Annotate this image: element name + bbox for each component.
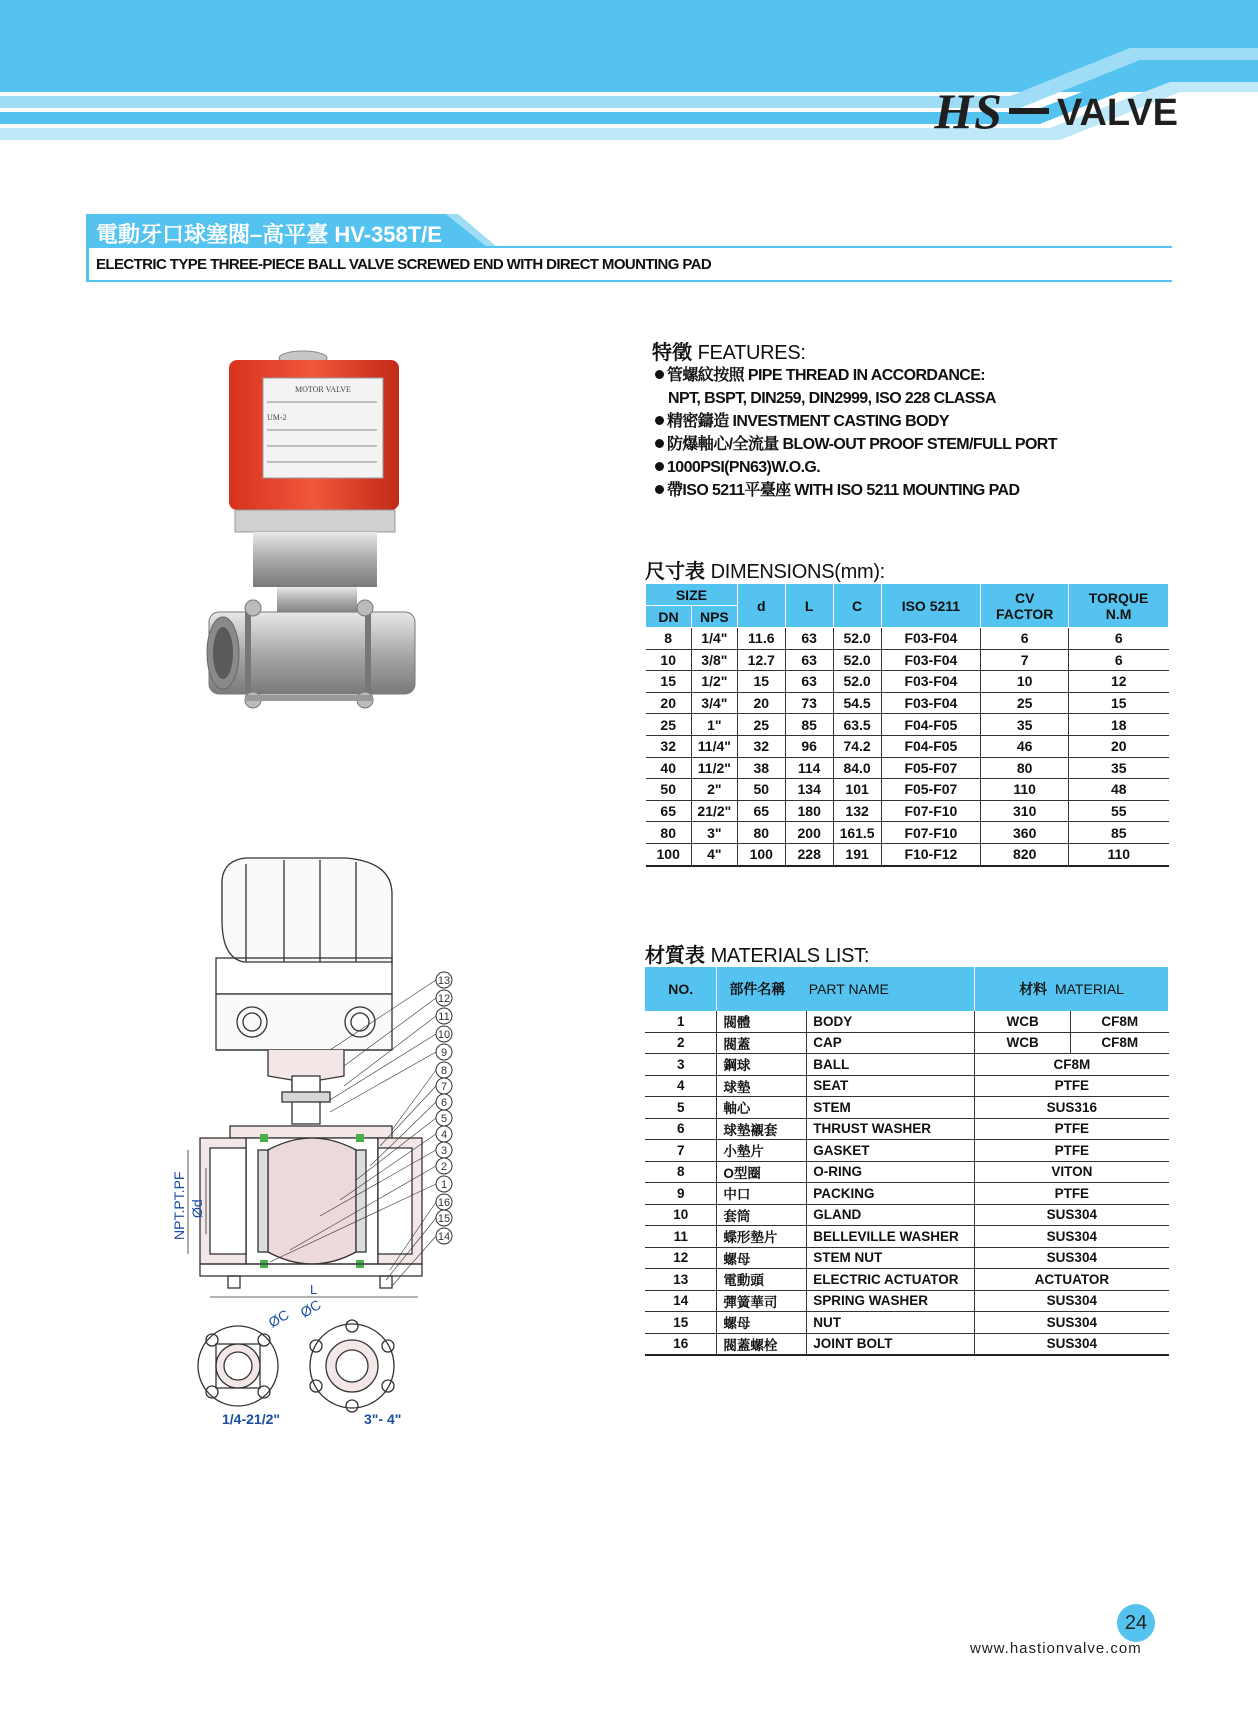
dimension-cell: 200 (785, 822, 833, 844)
material-cell: 3 (645, 1054, 717, 1076)
balloon-number: 14 (437, 1231, 451, 1243)
dimension-cell: 40 (646, 757, 692, 779)
material-cell: PTFE (975, 1118, 1169, 1140)
dimension-cell: 63.5 (833, 714, 881, 736)
dimensions-heading (645, 555, 885, 584)
material-cell: 16 (645, 1333, 717, 1355)
material-cell: 6 (645, 1118, 717, 1140)
dimension-cell: F04-F05 (881, 714, 981, 736)
material-row (645, 1118, 1169, 1140)
dimension-cell: 48 (1069, 779, 1169, 801)
dimensions-heading-cn: 尺寸表 (645, 561, 705, 583)
material-cell: JOINT BOLT (807, 1333, 975, 1355)
logo-dash (1009, 108, 1049, 114)
dimension-cell: 25 (737, 714, 785, 736)
dimension-cell: 2" (691, 779, 737, 801)
dimension-cell: 63 (785, 649, 833, 671)
col-material: 材料 MATERIAL (975, 967, 1169, 1011)
features-list (655, 364, 1057, 502)
feature-item-continuation: NPT, BSPT, DIN259, DIN2999, ISO 228 CLASSA (668, 390, 996, 407)
balloon-number: 1 (440, 1179, 448, 1191)
material-cell: SUS316 (975, 1097, 1169, 1119)
material-cell: CF8M (975, 1054, 1169, 1076)
material-row (645, 1269, 1169, 1291)
dimension-row (646, 757, 1169, 779)
dim-L-label: L (310, 1282, 318, 1297)
dimension-cell: 15 (646, 671, 692, 693)
material-cell: 閥蓋螺栓 (717, 1333, 807, 1355)
material-cell: BALL (807, 1054, 975, 1076)
dimension-cell: 6 (1069, 649, 1169, 671)
dimension-cell: 35 (981, 714, 1069, 736)
dimension-cell: 21/2" (691, 800, 737, 822)
material-cell: STEM (807, 1097, 975, 1119)
material-cell: SEAT (807, 1075, 975, 1097)
dimension-cell: 360 (981, 822, 1069, 844)
material-row (645, 1226, 1169, 1248)
balloon-number: 15 (437, 1213, 451, 1225)
feature-item: 1000PSI(PN63)W.O.G. (655, 456, 1057, 479)
dim-thread-label: NPT.PT.PF (171, 1171, 187, 1240)
dim-C2-label: ØC (297, 1296, 324, 1321)
size-large-label: 3"- 4" (364, 1411, 402, 1427)
dimension-cell: 54.5 (833, 692, 881, 714)
materials-heading-cn: 材質表 (645, 945, 705, 967)
balloon-number: 16 (437, 1197, 451, 1209)
material-cell: 彈簧華司 (717, 1290, 807, 1312)
material-cell: BELLEVILLE WASHER (807, 1226, 975, 1248)
dimension-cell: 12.7 (737, 649, 785, 671)
dimension-row (646, 628, 1169, 650)
material-cell: CF8M (1071, 1011, 1169, 1032)
col-L: L (785, 584, 833, 628)
dimension-cell: 25 (646, 714, 692, 736)
material-cell: 小墊片 (717, 1140, 807, 1162)
balloon-number: 10 (437, 1029, 451, 1041)
balloon-number: 12 (437, 993, 451, 1005)
dimension-cell: 52.0 (833, 671, 881, 693)
dimension-cell: F07-F10 (881, 800, 981, 822)
balloon-leader (392, 1070, 436, 1130)
balloon-number: 7 (440, 1081, 448, 1093)
material-cell: SUS304 (975, 1290, 1169, 1312)
col-C: C (833, 584, 881, 628)
material-row (645, 1054, 1169, 1076)
material-cell: O型圈 (717, 1161, 807, 1183)
material-cell: WCB (975, 1011, 1071, 1032)
title-english: ELECTRIC TYPE THREE-PIECE BALL VALVE SCREWED END WITH DIRECT MOUNTING PAD (96, 256, 712, 273)
material-cell: SUS304 (975, 1226, 1169, 1248)
website-link[interactable]: www.hastionvalve.com (970, 1640, 1142, 1657)
dimension-cell: 11/2" (691, 757, 737, 779)
feature-item: 精密鑄造 INVESTMENT CASTING BODY (655, 410, 1057, 433)
dimension-cell: 63 (785, 628, 833, 650)
material-cell: 5 (645, 1097, 717, 1119)
dimension-cell: 50 (737, 779, 785, 801)
dimension-cell: F04-F05 (881, 735, 981, 757)
balloon-number: 11 (438, 1011, 450, 1023)
dimension-cell: 38 (737, 757, 785, 779)
dimension-cell: 73 (785, 692, 833, 714)
material-cell: 套筒 (717, 1204, 807, 1226)
materials-table (645, 967, 1169, 1356)
dimension-cell: 110 (981, 779, 1069, 801)
dimension-cell: 35 (1069, 757, 1169, 779)
features-heading (652, 336, 806, 365)
dimension-cell: 3" (691, 822, 737, 844)
balloon-number: 2 (440, 1161, 448, 1173)
material-row (645, 1075, 1169, 1097)
material-cell: 鋼球 (717, 1054, 807, 1076)
dimension-row (646, 692, 1169, 714)
material-cell: 閥體 (717, 1011, 807, 1032)
dimension-cell: 134 (785, 779, 833, 801)
dimension-cell: 10 (981, 671, 1069, 693)
material-row (645, 1097, 1169, 1119)
dimension-row (646, 671, 1169, 693)
dimension-cell: 114 (785, 757, 833, 779)
dimension-row (646, 714, 1169, 736)
dimension-cell: 100 (646, 843, 692, 865)
material-cell: 中口 (717, 1183, 807, 1205)
balloon-number: 4 (440, 1129, 448, 1141)
dimension-cell: 84.0 (833, 757, 881, 779)
material-cell: 4 (645, 1075, 717, 1097)
feature-item: 帶ISO 5211平臺座 WITH ISO 5211 MOUNTING PAD (655, 479, 1057, 502)
page-number: 24 (1117, 1604, 1155, 1642)
material-cell: 電動頭 (717, 1269, 807, 1291)
material-row (645, 1333, 1169, 1355)
dimension-cell: 32 (737, 735, 785, 757)
material-row (645, 1032, 1169, 1054)
dimension-cell: 1/4" (691, 628, 737, 650)
dimension-cell: 85 (1069, 822, 1169, 844)
material-cell: 10 (645, 1204, 717, 1226)
material-cell: 14 (645, 1290, 717, 1312)
materials-heading (645, 939, 869, 968)
dimension-cell: 80 (646, 822, 692, 844)
dimension-cell: 10 (646, 649, 692, 671)
photo-label-model: UM-2 (267, 413, 287, 422)
technical-drawing (171, 850, 470, 1430)
logo-hs: HS (934, 83, 1003, 139)
balloon-number: 9 (440, 1047, 448, 1059)
dimension-cell: F03-F04 (881, 649, 981, 671)
features-heading-en: FEATURES: (697, 342, 806, 364)
material-cell: CF8M (1071, 1032, 1169, 1054)
dimension-cell: 74.2 (833, 735, 881, 757)
dimension-cell: 100 (737, 843, 785, 865)
material-cell: 11 (645, 1226, 717, 1248)
dimension-cell: 18 (1069, 714, 1169, 736)
dimension-cell: F07-F10 (881, 822, 981, 844)
balloon-number: 6 (440, 1097, 448, 1109)
product-photo (205, 350, 425, 750)
material-cell: VITON (975, 1161, 1169, 1183)
dimension-cell: 6 (981, 628, 1069, 650)
dimension-cell: 11.6 (737, 628, 785, 650)
material-row (645, 1247, 1169, 1269)
material-cell: SUS304 (975, 1204, 1169, 1226)
col-part: 部件名稱 PART NAME (717, 967, 975, 1011)
brand-logo (934, 66, 1178, 139)
material-cell: NUT (807, 1312, 975, 1334)
col-torque: TORQUE N.M (1069, 584, 1169, 628)
dimension-cell: F03-F04 (881, 671, 981, 693)
dimension-cell: 8 (646, 628, 692, 650)
dimensions-heading-en: DIMENSIONS(mm): (710, 561, 885, 583)
material-cell: 9 (645, 1183, 717, 1205)
dimension-cell: 11/4" (691, 735, 737, 757)
col-no: NO. (645, 967, 717, 1011)
balloon-number: 13 (437, 975, 451, 987)
material-row (645, 1204, 1169, 1226)
balloon-leader (380, 1086, 436, 1146)
material-cell: GASKET (807, 1140, 975, 1162)
material-cell: ELECTRIC ACTUATOR (807, 1269, 975, 1291)
dimension-cell: 6 (1069, 628, 1169, 650)
features-heading-cn: 特徵 (652, 342, 692, 364)
balloon-number: 5 (440, 1113, 448, 1125)
dimension-cell: 101 (833, 779, 881, 801)
dimension-cell: 50 (646, 779, 692, 801)
material-cell: PTFE (975, 1140, 1169, 1162)
dimension-cell: 80 (981, 757, 1069, 779)
material-cell: SUS304 (975, 1247, 1169, 1269)
material-cell: 螺母 (717, 1247, 807, 1269)
dimension-cell: 63 (785, 671, 833, 693)
material-cell: 螺母 (717, 1312, 807, 1334)
dimension-cell: 52.0 (833, 649, 881, 671)
material-cell: BODY (807, 1011, 975, 1032)
material-cell: PTFE (975, 1075, 1169, 1097)
dimension-cell: 85 (785, 714, 833, 736)
material-cell: SUS304 (975, 1333, 1169, 1355)
dimension-cell: 20 (1069, 735, 1169, 757)
material-cell: 2 (645, 1032, 717, 1054)
material-cell: ACTUATOR (975, 1269, 1169, 1291)
balloon-number: 8 (440, 1065, 448, 1077)
material-cell: PTFE (975, 1183, 1169, 1205)
material-cell: WCB (975, 1032, 1071, 1054)
material-cell: GLAND (807, 1204, 975, 1226)
material-row (645, 1312, 1169, 1334)
material-row (645, 1290, 1169, 1312)
col-cv: CV FACTOR (981, 584, 1069, 628)
materials-heading-en: MATERIALS LIST: (710, 945, 870, 967)
dimension-cell: 132 (833, 800, 881, 822)
balloon-number: 3 (440, 1145, 448, 1157)
logo-valve: VALVE (1056, 92, 1178, 134)
dimension-cell: 20 (646, 692, 692, 714)
material-row (645, 1140, 1169, 1162)
dimension-cell: F10-F12 (881, 843, 981, 865)
material-cell: 1 (645, 1011, 717, 1032)
material-cell: 8 (645, 1161, 717, 1183)
title-box-left-edge (86, 246, 89, 282)
dimension-cell: F03-F04 (881, 692, 981, 714)
material-cell: 球墊襯套 (717, 1118, 807, 1140)
feature-item: 防爆軸心/全流量 BLOW-OUT PROOF STEM/FULL PORT (655, 433, 1057, 456)
dimension-cell: 15 (1069, 692, 1169, 714)
dimension-cell: 3/4" (691, 692, 737, 714)
dimension-cell: 96 (785, 735, 833, 757)
dimension-cell: 228 (785, 843, 833, 865)
col-nps: NPS (691, 606, 737, 628)
col-size: SIZE (646, 584, 738, 606)
material-cell: 軸心 (717, 1097, 807, 1119)
dimension-cell: 15 (737, 671, 785, 693)
material-cell: O-RING (807, 1161, 975, 1183)
dimension-cell: 46 (981, 735, 1069, 757)
material-cell: THRUST WASHER (807, 1118, 975, 1140)
dimension-cell: 310 (981, 800, 1069, 822)
title-chinese: 電動牙口球塞閥–高平臺 HV-358T/E (96, 222, 442, 247)
dimensions-table (645, 583, 1169, 867)
dimension-row (646, 649, 1169, 671)
dimension-cell: 1/2" (691, 671, 737, 693)
dimension-cell: F05-F07 (881, 757, 981, 779)
dimension-cell: 25 (981, 692, 1069, 714)
dimension-row (646, 843, 1169, 865)
material-cell: SUS304 (975, 1312, 1169, 1334)
material-cell: 12 (645, 1247, 717, 1269)
dimension-row (646, 779, 1169, 801)
dimension-cell: 820 (981, 843, 1069, 865)
material-cell: PACKING (807, 1183, 975, 1205)
material-cell: 13 (645, 1269, 717, 1291)
material-cell: CAP (807, 1032, 975, 1054)
material-cell: SPRING WASHER (807, 1290, 975, 1312)
material-cell: STEM NUT (807, 1247, 975, 1269)
dimension-cell: 12 (1069, 671, 1169, 693)
dimension-cell: 161.5 (833, 822, 881, 844)
col-dn: DN (646, 606, 692, 628)
dim-d-label: Ød (189, 1199, 205, 1218)
dimension-cell: 55 (1069, 800, 1169, 822)
dimension-cell: F05-F07 (881, 779, 981, 801)
dimension-row (646, 735, 1169, 757)
material-cell: 球墊 (717, 1075, 807, 1097)
dimension-cell: 52.0 (833, 628, 881, 650)
dimension-cell: 4" (691, 843, 737, 865)
dimension-cell: F03-F04 (881, 628, 981, 650)
dimension-cell: 20 (737, 692, 785, 714)
size-small-label: 1/4-21/2" (222, 1411, 281, 1427)
col-iso: ISO 5211 (881, 584, 981, 628)
dimension-cell: 110 (1069, 843, 1169, 865)
dimension-row (646, 822, 1169, 844)
dimension-cell: 3/8" (691, 649, 737, 671)
material-cell: 閥蓋 (717, 1032, 807, 1054)
photo-label-motor: MOTOR VALVE (295, 385, 351, 394)
material-row (645, 1161, 1169, 1183)
material-cell: 蝶形墊片 (717, 1226, 807, 1248)
dimension-cell: 180 (785, 800, 833, 822)
dimension-cell: 80 (737, 822, 785, 844)
dimension-cell: 191 (833, 843, 881, 865)
dimension-cell: 65 (737, 800, 785, 822)
feature-item: 管螺紋按照 PIPE THREAD IN ACCORDANCE: (655, 364, 1057, 387)
col-d: d (737, 584, 785, 628)
dimension-cell: 32 (646, 735, 692, 757)
material-cell: 7 (645, 1140, 717, 1162)
dimension-cell: 65 (646, 800, 692, 822)
dimension-cell: 1" (691, 714, 737, 736)
dimension-cell: 7 (981, 649, 1069, 671)
dim-C1-label: ØC (265, 1306, 292, 1331)
material-row (645, 1011, 1169, 1032)
material-cell: 15 (645, 1312, 717, 1334)
dimension-row (646, 800, 1169, 822)
material-row (645, 1183, 1169, 1205)
